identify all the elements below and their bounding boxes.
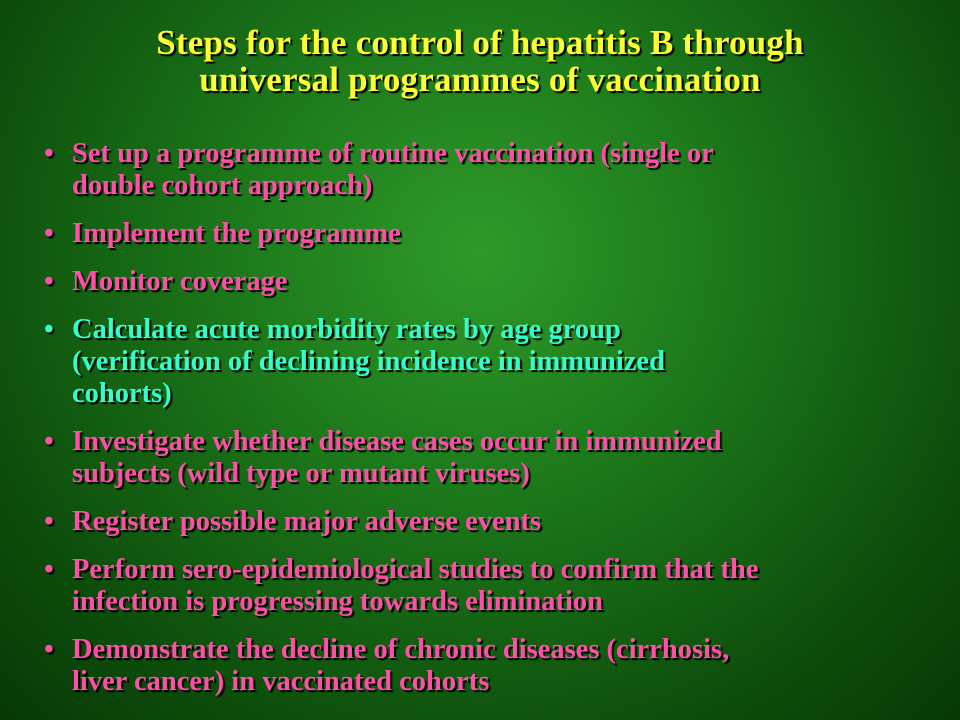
bullet-item-3	[40, 266, 920, 298]
bullet-text-line: Perform sero-epidemiological studies to confirm that the	[72, 554, 759, 585]
bullet-text-line: liver cancer) in vaccinated cohorts	[72, 666, 490, 697]
bullet-text-line: Set up a programme of routine vaccination (single or	[72, 138, 714, 169]
bullet-icon: •	[44, 506, 54, 537]
bullet-item-4	[40, 314, 920, 410]
bullet-text-line: Register possible major adverse events	[72, 506, 542, 537]
bullet-text-line: cohorts)	[72, 378, 172, 409]
bullet-icon: •	[44, 554, 54, 585]
title-line-1: Steps for the control of hepatitis B through	[156, 23, 804, 62]
bullet-item-2	[40, 218, 920, 250]
bullet-item-5	[40, 426, 920, 490]
bullet-text-line: subjects (wild type or mutant viruses)	[72, 458, 530, 489]
slide-title	[40, 24, 920, 98]
bullet-item-7	[40, 554, 920, 618]
bullet-text-line: Demonstrate the decline of chronic diseases (cirrhosis,	[72, 634, 730, 665]
bullet-icon: •	[44, 314, 54, 345]
title-line-2: universal programmes of vaccination	[199, 60, 761, 99]
bullet-text-line: (verification of declining incidence in immunized	[72, 346, 665, 377]
bullet-icon: •	[44, 266, 54, 297]
bullet-text-line: infection is progressing towards elimination	[72, 586, 603, 617]
bullet-text-line: double cohort approach)	[72, 170, 373, 201]
bullet-item-1	[40, 138, 920, 202]
bullet-item-6	[40, 506, 920, 538]
bullet-text-line: Implement the programme	[72, 218, 401, 249]
bullet-text-line: Calculate acute morbidity rates by age group	[72, 314, 621, 345]
bullet-icon: •	[44, 426, 54, 457]
bullet-text-line: Monitor coverage	[72, 266, 288, 297]
bullet-list	[40, 138, 920, 714]
bullet-icon: •	[44, 634, 54, 665]
bullet-icon: •	[44, 138, 54, 169]
bullet-icon: •	[44, 218, 54, 249]
bullet-item-8	[40, 634, 920, 698]
bullet-text-line: Investigate whether disease cases occur in immunized	[72, 426, 722, 457]
